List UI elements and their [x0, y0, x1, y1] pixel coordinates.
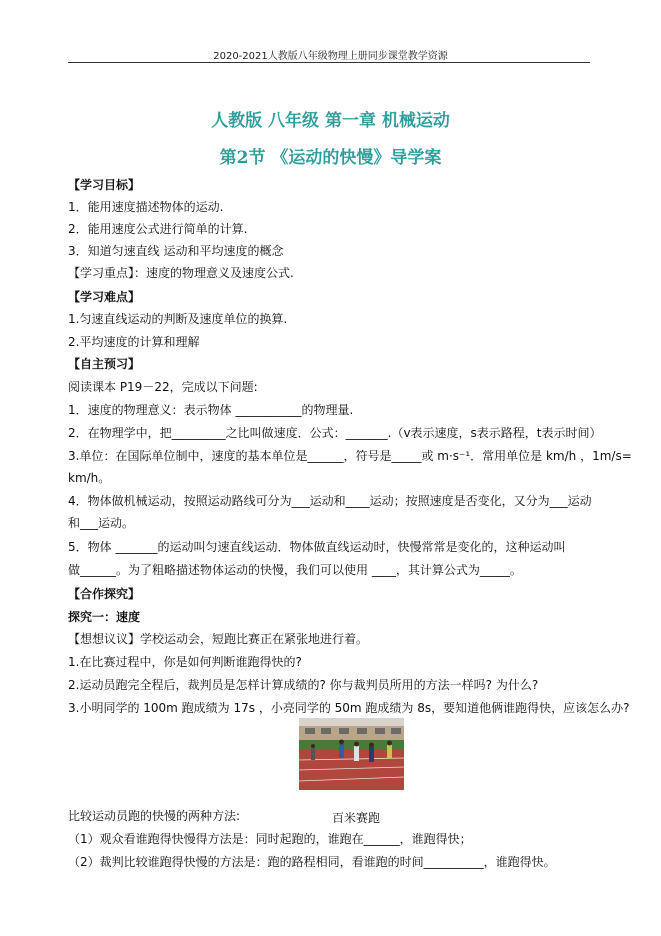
discuss-q1: 1.在比赛过程中，你是如何判断谁跑得快的? [68, 655, 302, 669]
page-header: 2020-2021人教版八年级物理上册同步课堂教学资源 [213, 51, 448, 62]
photo-caption: 百米赛跑 [332, 811, 381, 825]
goal-3: 3．知道匀速直线 运动和平均速度的概念 [68, 244, 284, 258]
method-2: （2）裁判比较谁跑得快慢的方法是：跑的路程相同，看谁跑的时间__________，谁跑得快。 [68, 855, 556, 869]
question-3-cont: km/h。 [68, 471, 111, 485]
reading-instruction: 阅读课本 P19－22，完成以下问题: [68, 380, 258, 394]
discuss-q2: 2.运动员跑完全程后，裁判员是怎样计算成绩的? 你与裁判员所用的方法一样吗? 为什么? [68, 678, 539, 692]
question-1: 1．速度的物理意义：表示物体 ___________的物理量. [68, 403, 354, 417]
method-1: （1）观众看谁跑得快慢得方法是：同时起跑的，谁跑在______，谁跑得快； [68, 832, 472, 846]
heading-self-study: 【自主预习】 [68, 357, 141, 371]
compare-methods-intro: 比较运动员跑的快慢的两种方法: [68, 809, 241, 823]
document-title: 人教版 八年级 第一章 机械运动 [211, 111, 450, 131]
question-3: 3.单位：在国际单位制中，速度的基本单位是______，符号是_____或 m·s⁻¹．常用单位是 km/h ，1m/s= [68, 449, 632, 463]
heading-difficulties: 【学习难点】 [68, 290, 141, 304]
goal-2: 2．能用速度公式进行简单的计算. [68, 222, 248, 236]
heading-cooperative: 【合作探究】 [68, 587, 141, 601]
question-4: 4．物体做机械运动，按照运动路线可分为___运动和____运动；按照速度是否变化，又分为___运动 [68, 494, 592, 508]
header-divider [68, 62, 590, 63]
question-5: 5．物体 _______的运动叫匀速直线运动．物体做直线运动时，快慢常常是变化的，这种运动叫 [68, 540, 566, 554]
sprint-race-photo [299, 718, 404, 790]
goal-1: 1．能用速度描述物体的运动. [68, 200, 224, 214]
section-title: 第2节 《运动的快慢》导学案 [219, 148, 442, 168]
key-points: 【学习重点】：速度的物理意义及速度公式. [68, 266, 294, 280]
question-4-cont: 和___运动。 [68, 516, 135, 530]
heading-learning-goals: 【学习目标】 [68, 178, 141, 192]
discuss-q3: 3.小明同学的 100m 跑成绩为 17s ，小亮同学的 50m 跑成绩为 8s，要知道他俩谁跑得快，应该怎么办? [68, 701, 630, 715]
question-2: 2．在物理学中，把_________之比叫做速度．公式：_______.（v表示速度，s表示路程，t表示时间） [68, 426, 602, 440]
inquiry-1-title: 探究一：速度 [68, 610, 141, 624]
difficulty-2: 2.平均速度的计算和理解 [68, 335, 200, 349]
difficulty-1: 1.匀速直线运动的判断及速度单位的换算. [68, 312, 288, 326]
question-5-cont: 做______。为了粗略描述物体运动的快慢，我们可以使用 ____，其计算公式为_____。 [68, 563, 522, 577]
think-discuss: 【想想议议】学校运动会，短跑比赛正在紧张地进行着。 [68, 632, 369, 646]
